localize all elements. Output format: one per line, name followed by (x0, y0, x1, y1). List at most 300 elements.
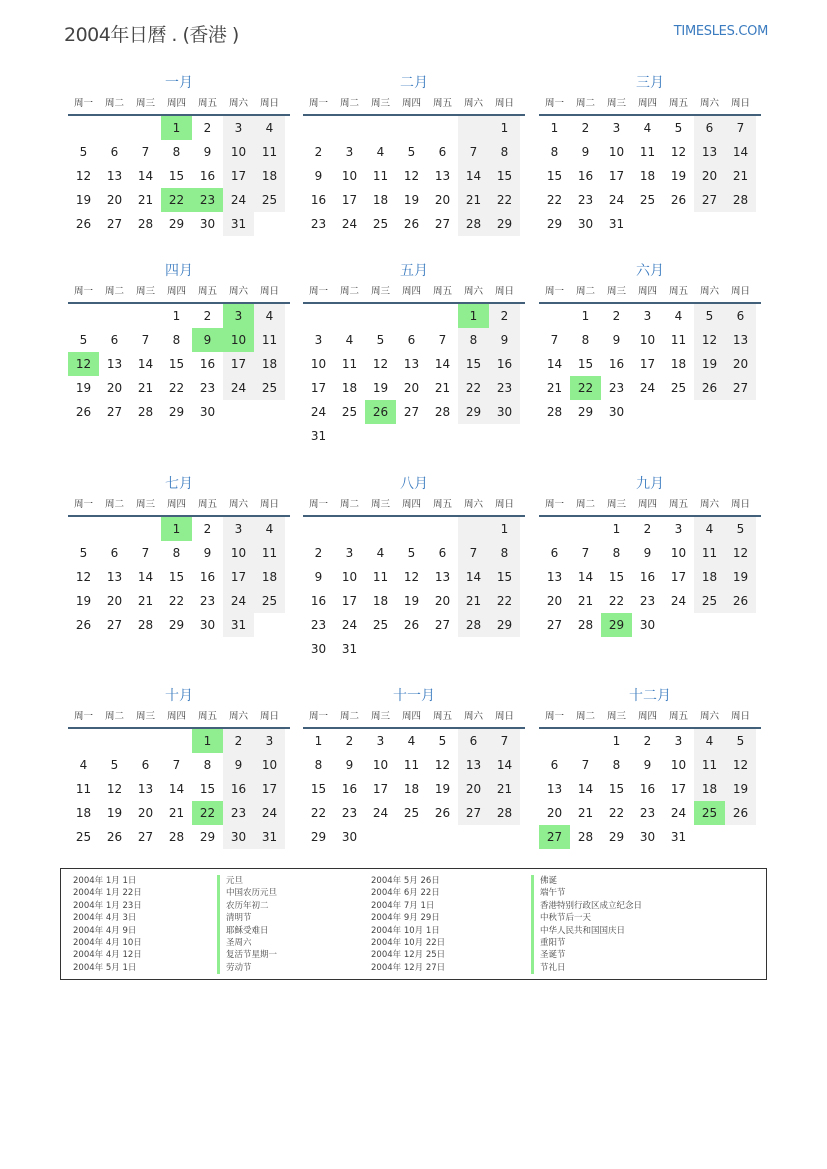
day-cell: 28 (577, 830, 594, 844)
day-cell: 26 (75, 217, 92, 231)
holiday-day-cell: 29 (601, 613, 632, 637)
day-cell: 11 (372, 570, 389, 584)
day-cell: 14 (546, 357, 563, 371)
week-row (68, 753, 290, 777)
day-cell: 25 (254, 188, 285, 212)
day-cell: 31 (310, 429, 327, 443)
holiday-day-cell: 10 (223, 328, 254, 352)
weekday-label: 周四 (637, 499, 657, 510)
weekday-label: 周五 (432, 499, 452, 510)
day-cell: 23 (310, 217, 327, 231)
day-cell: 29 (546, 217, 563, 231)
day-cell: 25 (372, 217, 389, 231)
day-cell: 21 (458, 589, 489, 613)
empty-day-cell (725, 613, 756, 637)
day-cell: 2 (643, 522, 652, 536)
day-cell: 10 (223, 140, 254, 164)
day-cell: 5 (79, 546, 88, 560)
weekday-header (303, 495, 525, 517)
day-cell: 4 (254, 517, 285, 541)
day-cell: 20 (137, 806, 154, 820)
day-cell: 5 (407, 145, 416, 159)
week-row (539, 352, 761, 376)
empty-day-cell (570, 729, 601, 753)
day-cell: 10 (608, 145, 625, 159)
legend-holiday-name: 清明节 (217, 912, 277, 924)
day-cell: 11 (639, 145, 656, 159)
weekday-header (539, 282, 761, 304)
day-cell: 3 (643, 309, 652, 323)
day-cell: 10 (341, 169, 358, 183)
week-row (539, 376, 761, 400)
week-row (539, 188, 761, 212)
day-cell: 2 (314, 145, 323, 159)
weekday-label: 周三 (370, 286, 390, 297)
day-cell: 8 (581, 333, 590, 347)
day-cell: 23 (639, 594, 656, 608)
week-row (68, 164, 290, 188)
weekday-label: 周一 (73, 286, 93, 297)
day-cell: 30 (489, 400, 520, 424)
legend-holiday-name: 耶稣受难日 (217, 925, 277, 937)
weekday-label: 周五 (668, 286, 688, 297)
weekday-label: 周六 (463, 98, 483, 109)
day-cell: 8 (550, 145, 559, 159)
day-cell: 25 (341, 405, 358, 419)
month-block (68, 685, 290, 849)
day-cell: 23 (223, 801, 254, 825)
day-cell: 19 (106, 806, 123, 820)
month-title: 六月 (636, 263, 664, 279)
week-row (539, 729, 761, 753)
day-cell: 6 (110, 145, 119, 159)
weekday-header (303, 707, 525, 729)
day-cell: 1 (489, 116, 520, 140)
day-cell: 4 (674, 309, 683, 323)
day-cell: 15 (608, 782, 625, 796)
week-row (303, 777, 525, 801)
holiday-day-cell: 12 (68, 352, 99, 376)
day-cell: 30 (639, 830, 656, 844)
day-cell: 16 (639, 782, 656, 796)
week-row (68, 613, 290, 637)
month-title: 七月 (165, 476, 193, 492)
week-row (303, 517, 525, 541)
empty-day-cell (663, 613, 694, 637)
day-cell: 21 (489, 777, 520, 801)
day-cell: 10 (670, 546, 687, 560)
day-cell: 3 (674, 734, 683, 748)
empty-day-cell (663, 212, 694, 236)
weekday-label: 周五 (668, 499, 688, 510)
weekday-header (68, 495, 290, 517)
empty-day-cell (161, 729, 192, 753)
empty-day-cell (539, 304, 570, 328)
legend-holiday-name: 重阳节 (531, 937, 642, 949)
weekday-label: 周一 (308, 499, 328, 510)
weekday-label: 周一 (308, 711, 328, 722)
weekday-label: 周五 (197, 98, 217, 109)
day-cell: 23 (341, 806, 358, 820)
day-cell: 11 (403, 758, 420, 772)
day-cell: 17 (223, 565, 254, 589)
day-cell: 14 (725, 140, 756, 164)
day-cell: 12 (434, 758, 451, 772)
legend-date: 2004年 4月 10日 (73, 937, 142, 948)
day-cell: 2 (203, 522, 212, 536)
day-cell: 5 (674, 121, 683, 135)
weekday-label: 周三 (606, 98, 626, 109)
weekday-label: 周三 (370, 711, 390, 722)
day-cell: 16 (341, 782, 358, 796)
day-cell: 16 (199, 570, 216, 584)
week-row (303, 212, 525, 236)
day-cell: 18 (639, 169, 656, 183)
day-cell: 26 (403, 618, 420, 632)
day-cell: 14 (137, 357, 154, 371)
day-cell: 29 (199, 830, 216, 844)
day-cell: 25 (372, 618, 389, 632)
day-cell: 2 (612, 309, 621, 323)
week-row (303, 304, 525, 328)
weekday-label: 周四 (401, 711, 421, 722)
day-cell: 10 (341, 570, 358, 584)
day-cell: 19 (403, 594, 420, 608)
day-cell: 28 (725, 188, 756, 212)
month-title: 四月 (165, 263, 193, 279)
day-cell: 31 (223, 613, 254, 637)
empty-day-cell (396, 304, 427, 328)
day-cell: 22 (310, 806, 327, 820)
day-cell: 4 (254, 304, 285, 328)
day-cell: 13 (694, 140, 725, 164)
week-row (68, 304, 290, 328)
day-cell: 20 (106, 594, 123, 608)
weekday-label: 周五 (197, 711, 217, 722)
day-cell: 5 (438, 734, 447, 748)
legend-date: 2004年 4月 9日 (73, 925, 137, 936)
week-row (68, 328, 290, 352)
month-block (68, 260, 290, 424)
day-cell: 16 (223, 777, 254, 801)
day-cell: 17 (639, 357, 656, 371)
day-cell: 9 (612, 333, 621, 347)
weekday-label: 周二 (104, 98, 124, 109)
weekday-label: 周三 (135, 499, 155, 510)
week-row (303, 825, 525, 849)
day-cell: 13 (458, 753, 489, 777)
month-block (68, 72, 290, 236)
empty-day-cell (694, 400, 725, 424)
day-cell: 12 (403, 570, 420, 584)
empty-day-cell (334, 424, 365, 448)
day-cell: 24 (670, 594, 687, 608)
day-cell: 21 (725, 164, 756, 188)
day-cell: 9 (314, 570, 323, 584)
day-cell: 18 (341, 381, 358, 395)
day-cell: 26 (75, 618, 92, 632)
empty-day-cell (458, 637, 489, 661)
week-row (539, 565, 761, 589)
day-cell: 13 (434, 169, 451, 183)
day-cell: 15 (546, 169, 563, 183)
weekday-label: 周一 (308, 98, 328, 109)
day-cell: 28 (458, 613, 489, 637)
month-block (303, 260, 525, 448)
week-row (303, 637, 525, 661)
weekday-label: 周二 (575, 286, 595, 297)
day-cell: 3 (376, 734, 385, 748)
day-cell: 17 (223, 352, 254, 376)
day-cell: 8 (203, 758, 212, 772)
day-cell: 21 (168, 806, 185, 820)
week-row (303, 424, 525, 448)
day-cell: 9 (203, 145, 212, 159)
day-cell: 23 (310, 618, 327, 632)
week-row (68, 188, 290, 212)
day-cell: 3 (223, 517, 254, 541)
day-cell: 29 (168, 618, 185, 632)
legend-date: 2004年 7月 1日 (371, 900, 435, 911)
week-row (68, 376, 290, 400)
weekday-label: 周三 (606, 499, 626, 510)
day-cell: 28 (137, 217, 154, 231)
legend-holiday-name: 佛诞 (531, 875, 642, 887)
day-cell: 28 (458, 212, 489, 236)
weekday-label: 周五 (668, 98, 688, 109)
holiday-day-cell: 1 (192, 729, 223, 753)
week-row (539, 212, 761, 236)
day-cell: 4 (694, 729, 725, 753)
day-cell: 15 (608, 570, 625, 584)
empty-day-cell (254, 613, 285, 637)
day-cell: 19 (434, 782, 451, 796)
weekday-label: 周二 (339, 711, 359, 722)
legend-names-col-1 (217, 875, 277, 974)
holiday-day-cell: 1 (161, 517, 192, 541)
day-cell: 13 (106, 357, 123, 371)
day-cell: 10 (639, 333, 656, 347)
day-cell: 6 (725, 304, 756, 328)
weekday-header (539, 707, 761, 729)
empty-day-cell (396, 825, 427, 849)
day-cell: 27 (106, 217, 123, 231)
day-cell: 20 (694, 164, 725, 188)
holiday-day-cell: 25 (694, 801, 725, 825)
legend-date: 2004年 12月 27日 (371, 962, 446, 973)
empty-day-cell (427, 116, 458, 140)
day-cell: 26 (725, 801, 756, 825)
day-cell: 3 (223, 116, 254, 140)
day-cell: 11 (254, 541, 285, 565)
day-cell: 15 (199, 782, 216, 796)
day-cell: 20 (434, 193, 451, 207)
day-cell: 2 (223, 729, 254, 753)
day-cell: 26 (403, 217, 420, 231)
month-block (303, 473, 525, 661)
day-cell: 3 (612, 121, 621, 135)
weekday-label: 周六 (699, 711, 719, 722)
day-cell: 4 (345, 333, 354, 347)
week-row (303, 613, 525, 637)
empty-day-cell (458, 517, 489, 541)
weekday-label: 周日 (494, 98, 514, 109)
weekday-header (68, 282, 290, 304)
day-cell: 28 (546, 405, 563, 419)
day-cell: 12 (403, 169, 420, 183)
day-cell: 27 (458, 801, 489, 825)
legend-names-col-2 (531, 875, 642, 974)
holiday-day-cell: 27 (539, 825, 570, 849)
day-cell: 7 (172, 758, 181, 772)
day-cell: 22 (168, 381, 185, 395)
weekday-label: 周五 (197, 499, 217, 510)
day-cell: 19 (75, 381, 92, 395)
month-title: 九月 (636, 476, 664, 492)
weekday-label: 周日 (730, 98, 750, 109)
empty-day-cell (632, 212, 663, 236)
day-cell: 27 (106, 405, 123, 419)
day-cell: 4 (694, 517, 725, 541)
day-cell: 12 (725, 541, 756, 565)
day-cell: 6 (141, 758, 150, 772)
weekday-label: 周日 (259, 286, 279, 297)
day-cell: 27 (434, 217, 451, 231)
week-row (303, 140, 525, 164)
weekday-label: 周三 (135, 286, 155, 297)
weekday-label: 周日 (259, 711, 279, 722)
day-cell: 24 (223, 376, 254, 400)
day-cell: 17 (223, 164, 254, 188)
empty-day-cell (68, 517, 99, 541)
weekday-label: 周四 (637, 98, 657, 109)
day-cell: 26 (725, 589, 756, 613)
day-cell: 6 (694, 116, 725, 140)
day-cell: 9 (203, 546, 212, 560)
month-title: 三月 (636, 75, 664, 91)
day-cell: 2 (345, 734, 354, 748)
day-cell: 14 (168, 782, 185, 796)
day-cell: 10 (372, 758, 389, 772)
empty-day-cell (539, 729, 570, 753)
weekday-label: 周六 (228, 98, 248, 109)
day-cell: 13 (434, 570, 451, 584)
weekday-label: 周三 (370, 499, 390, 510)
empty-day-cell (334, 116, 365, 140)
holiday-day-cell: 1 (161, 116, 192, 140)
brand-link[interactable]: TIMESLES.COM (673, 24, 768, 39)
holiday-day-cell: 1 (458, 304, 489, 328)
day-cell: 7 (550, 333, 559, 347)
week-row (303, 328, 525, 352)
day-cell: 1 (581, 309, 590, 323)
legend-holiday-name: 香港特别行政区成立纪念日 (531, 900, 642, 912)
empty-day-cell (68, 116, 99, 140)
empty-day-cell (396, 517, 427, 541)
day-cell: 30 (310, 642, 327, 656)
day-cell: 8 (458, 328, 489, 352)
empty-day-cell (365, 825, 396, 849)
legend-date: 2004年 5月 26日 (371, 876, 440, 886)
day-cell: 1 (612, 522, 621, 536)
day-cell: 27 (106, 618, 123, 632)
day-cell: 23 (639, 806, 656, 820)
day-cell: 19 (75, 193, 92, 207)
day-cell: 16 (310, 594, 327, 608)
weekday-label: 周六 (699, 499, 719, 510)
day-cell: 31 (254, 825, 285, 849)
weekday-header (539, 94, 761, 116)
day-cell: 24 (223, 589, 254, 613)
day-cell: 3 (345, 145, 354, 159)
day-cell: 13 (546, 782, 563, 796)
day-cell: 1 (612, 734, 621, 748)
weekday-label: 周二 (575, 98, 595, 109)
week-row (303, 729, 525, 753)
empty-day-cell (254, 212, 285, 236)
day-cell: 9 (314, 169, 323, 183)
day-cell: 2 (489, 304, 520, 328)
weekday-header (68, 707, 290, 729)
week-row (539, 777, 761, 801)
day-cell: 20 (106, 193, 123, 207)
day-cell: 17 (254, 777, 285, 801)
day-cell: 30 (199, 405, 216, 419)
day-cell: 15 (489, 565, 520, 589)
day-cell: 24 (372, 806, 389, 820)
day-cell: 8 (314, 758, 323, 772)
empty-day-cell (365, 517, 396, 541)
day-cell: 2 (581, 121, 590, 135)
day-cell: 14 (434, 357, 451, 371)
day-cell: 4 (643, 121, 652, 135)
day-cell: 18 (670, 357, 687, 371)
day-cell: 13 (106, 570, 123, 584)
week-row (303, 541, 525, 565)
day-cell: 19 (670, 169, 687, 183)
day-cell: 6 (550, 546, 559, 560)
weekday-label: 周四 (401, 286, 421, 297)
week-row (303, 753, 525, 777)
day-cell: 7 (458, 541, 489, 565)
day-cell: 1 (550, 121, 559, 135)
day-cell: 31 (608, 217, 625, 231)
week-row (68, 777, 290, 801)
day-cell: 11 (254, 328, 285, 352)
day-cell: 16 (310, 193, 327, 207)
empty-day-cell (99, 517, 130, 541)
week-row (68, 400, 290, 424)
day-cell: 22 (458, 376, 489, 400)
week-row (68, 825, 290, 849)
empty-day-cell (254, 400, 285, 424)
legend-holiday-name: 端午节 (531, 887, 642, 899)
day-cell: 10 (223, 541, 254, 565)
day-cell: 15 (458, 352, 489, 376)
week-row (303, 589, 525, 613)
weekday-label: 周五 (432, 286, 452, 297)
page-title: 2004年日曆 . (香港 ) (64, 24, 239, 46)
day-cell: 9 (643, 758, 652, 772)
day-cell: 7 (581, 758, 590, 772)
day-cell: 18 (694, 565, 725, 589)
day-cell: 11 (694, 541, 725, 565)
day-cell: 29 (608, 830, 625, 844)
empty-day-cell (570, 517, 601, 541)
day-cell: 11 (670, 333, 687, 347)
legend-date: 2004年 1月 23日 (73, 900, 142, 911)
week-row (68, 352, 290, 376)
